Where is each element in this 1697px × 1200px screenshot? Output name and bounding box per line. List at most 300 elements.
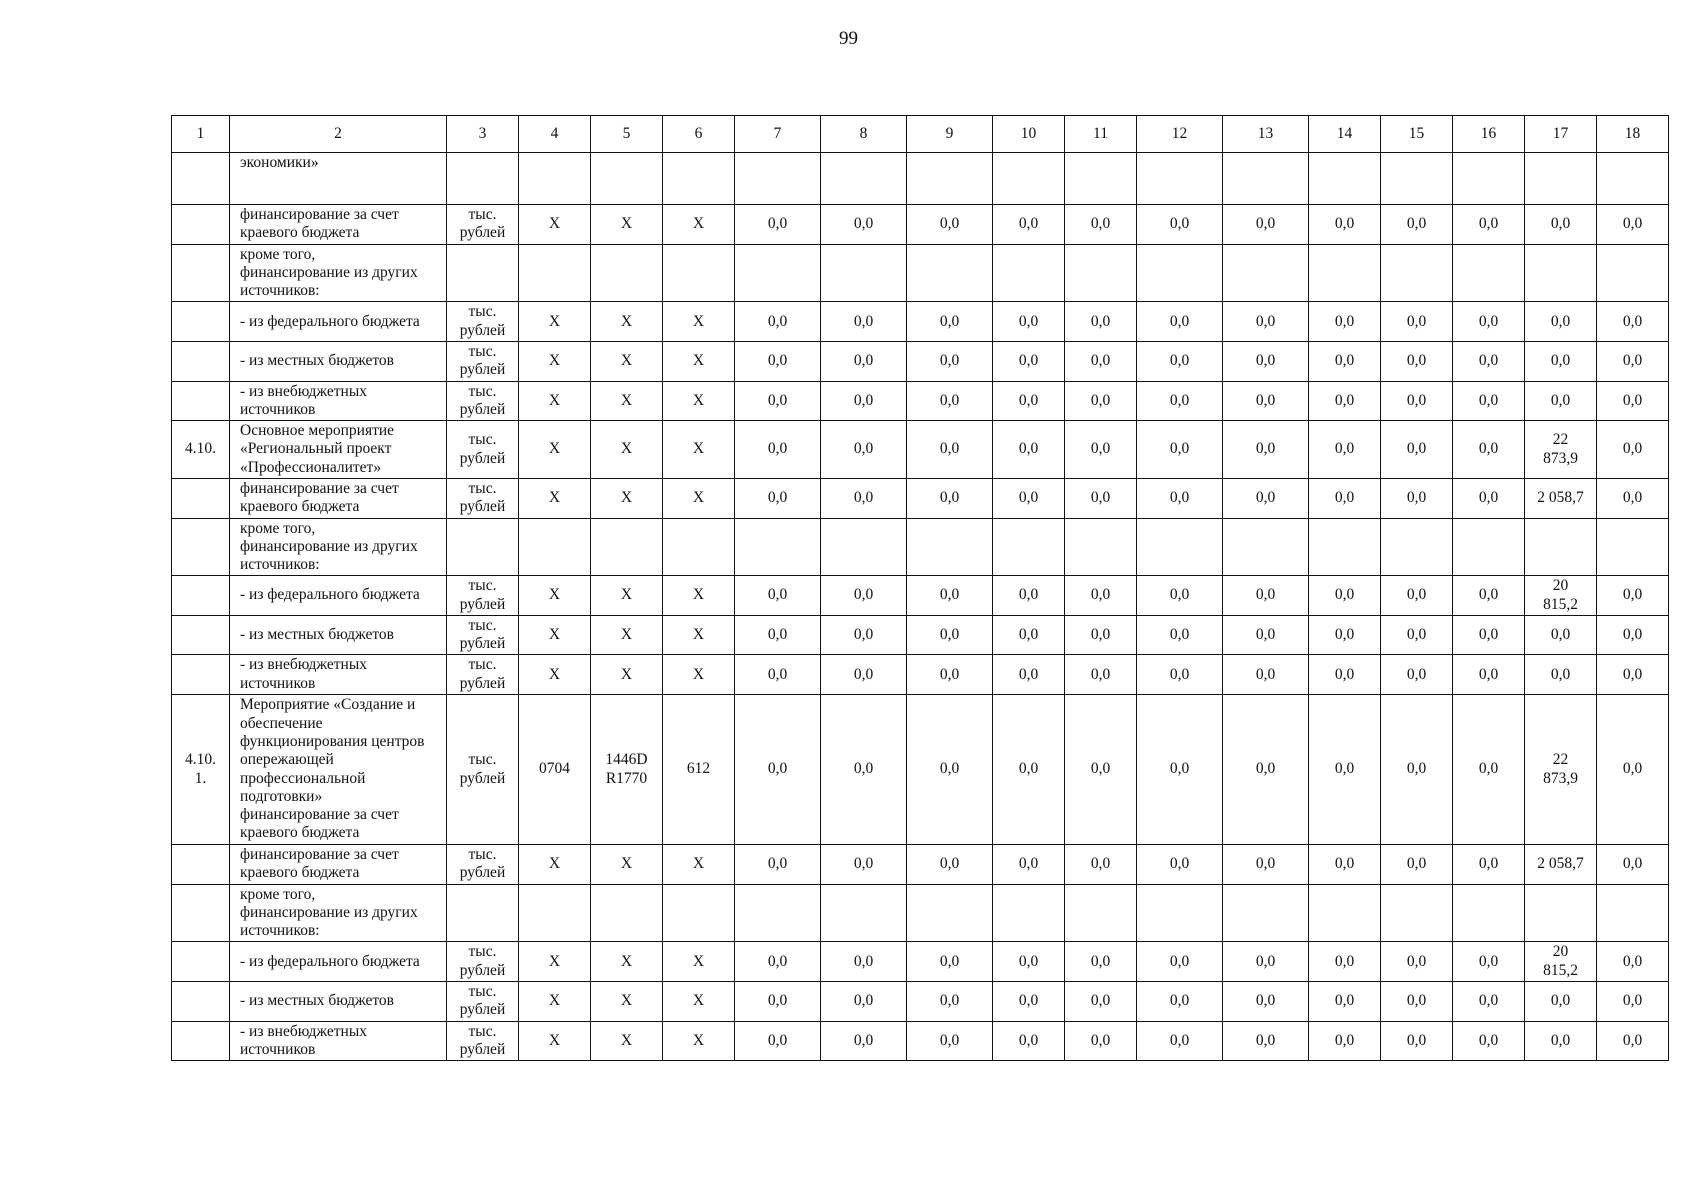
value-cell-col-10 — [993, 244, 1065, 302]
value-cell-col-12: 0,0 — [1137, 421, 1223, 479]
unit-cell — [447, 518, 519, 576]
row-number-cell — [172, 518, 230, 576]
value-cell-col-14: 0,0 — [1309, 695, 1381, 845]
value-cell-col-9: 0,0 — [907, 205, 993, 245]
row-number-cell — [172, 302, 230, 342]
value-cell-col-14: 0,0 — [1309, 942, 1381, 982]
value-cell-col-14: 0,0 — [1309, 982, 1381, 1022]
table-row — [172, 478, 1669, 518]
value-cell-col-4 — [519, 884, 591, 942]
value-cell-col-6: X — [663, 205, 735, 245]
value-cell-col-13: 0,0 — [1223, 341, 1309, 381]
value-cell-col-11: 0,0 — [1065, 421, 1137, 479]
value-cell-col-8 — [821, 518, 907, 576]
value-cell-col-15 — [1381, 884, 1453, 942]
value-cell-col-16: 0,0 — [1453, 478, 1525, 518]
column-header-6: 6 — [663, 116, 735, 153]
value-cell-col-18: 0,0 — [1597, 655, 1669, 695]
value-cell-col-15: 0,0 — [1381, 205, 1453, 245]
value-cell-col-13: 0,0 — [1223, 478, 1309, 518]
value-cell-col-13: 0,0 — [1223, 205, 1309, 245]
value-cell-col-5: X — [591, 421, 663, 479]
value-cell-col-6: X — [663, 655, 735, 695]
value-cell-col-6: X — [663, 1021, 735, 1061]
unit-cell: тыс. рублей — [447, 205, 519, 245]
table-row — [172, 244, 1669, 302]
value-cell-col-12: 0,0 — [1137, 1021, 1223, 1061]
value-cell-col-7: 0,0 — [735, 845, 821, 885]
value-cell-col-18: 0,0 — [1597, 341, 1669, 381]
value-cell-col-11 — [1065, 884, 1137, 942]
value-cell-col-5: X — [591, 381, 663, 421]
column-header-5: 5 — [591, 116, 663, 153]
value-cell-col-15 — [1381, 153, 1453, 205]
value-cell-col-17 — [1525, 153, 1597, 205]
value-cell-col-9: 0,0 — [907, 615, 993, 655]
value-cell-col-7: 0,0 — [735, 381, 821, 421]
value-cell-col-18 — [1597, 884, 1669, 942]
value-cell-col-4 — [519, 153, 591, 205]
value-cell-col-10: 0,0 — [993, 982, 1065, 1022]
value-cell-col-15: 0,0 — [1381, 341, 1453, 381]
unit-cell: тыс. рублей — [447, 655, 519, 695]
value-cell-col-14: 0,0 — [1309, 421, 1381, 479]
value-cell-col-18 — [1597, 153, 1669, 205]
table-row — [172, 845, 1669, 885]
value-cell-col-15: 0,0 — [1381, 421, 1453, 479]
value-cell-col-6: X — [663, 302, 735, 342]
table-row — [172, 982, 1669, 1022]
value-cell-col-10: 0,0 — [993, 381, 1065, 421]
value-cell-col-11: 0,0 — [1065, 576, 1137, 616]
value-cell-col-12 — [1137, 884, 1223, 942]
value-cell-col-9: 0,0 — [907, 942, 993, 982]
value-cell-col-7: 0,0 — [735, 302, 821, 342]
unit-cell: тыс. рублей — [447, 982, 519, 1022]
value-cell-col-17: 22 873,9 — [1525, 695, 1597, 845]
value-cell-col-17 — [1525, 518, 1597, 576]
value-cell-col-16 — [1453, 244, 1525, 302]
value-cell-col-14 — [1309, 153, 1381, 205]
value-cell-col-5: X — [591, 942, 663, 982]
value-cell-col-9 — [907, 244, 993, 302]
unit-cell: тыс. рублей — [447, 845, 519, 885]
value-cell-col-17: 20 815,2 — [1525, 576, 1597, 616]
value-cell-col-5: X — [591, 982, 663, 1022]
item-name-cell: кроме того, финансирование из других источников: — [230, 518, 447, 576]
column-header-16: 16 — [1453, 116, 1525, 153]
value-cell-col-4 — [519, 244, 591, 302]
value-cell-col-18: 0,0 — [1597, 302, 1669, 342]
value-cell-col-17: 0,0 — [1525, 1021, 1597, 1061]
value-cell-col-6 — [663, 153, 735, 205]
row-number-cell — [172, 655, 230, 695]
value-cell-col-12: 0,0 — [1137, 302, 1223, 342]
row-number-cell — [172, 205, 230, 245]
value-cell-col-9: 0,0 — [907, 381, 993, 421]
value-cell-col-11: 0,0 — [1065, 942, 1137, 982]
value-cell-col-12 — [1137, 244, 1223, 302]
column-header-14: 14 — [1309, 116, 1381, 153]
value-cell-col-15: 0,0 — [1381, 381, 1453, 421]
value-cell-col-13: 0,0 — [1223, 421, 1309, 479]
value-cell-col-16: 0,0 — [1453, 381, 1525, 421]
value-cell-col-4: X — [519, 205, 591, 245]
item-name-cell: - из местных бюджетов — [230, 615, 447, 655]
value-cell-col-11 — [1065, 518, 1137, 576]
value-cell-col-18: 0,0 — [1597, 421, 1669, 479]
value-cell-col-15: 0,0 — [1381, 655, 1453, 695]
value-cell-col-13 — [1223, 518, 1309, 576]
value-cell-col-10: 0,0 — [993, 1021, 1065, 1061]
value-cell-col-11 — [1065, 244, 1137, 302]
table-row — [172, 884, 1669, 942]
value-cell-col-15: 0,0 — [1381, 576, 1453, 616]
row-number-cell — [172, 615, 230, 655]
value-cell-col-9: 0,0 — [907, 478, 993, 518]
value-cell-col-12: 0,0 — [1137, 205, 1223, 245]
table-header — [172, 116, 1669, 153]
value-cell-col-9: 0,0 — [907, 655, 993, 695]
value-cell-col-13 — [1223, 884, 1309, 942]
column-header-2: 2 — [230, 116, 447, 153]
value-cell-col-16: 0,0 — [1453, 942, 1525, 982]
value-cell-col-13: 0,0 — [1223, 655, 1309, 695]
value-cell-col-7: 0,0 — [735, 615, 821, 655]
table-row — [172, 421, 1669, 479]
value-cell-col-4: X — [519, 302, 591, 342]
value-cell-col-4: X — [519, 942, 591, 982]
value-cell-col-18: 0,0 — [1597, 615, 1669, 655]
value-cell-col-10: 0,0 — [993, 942, 1065, 982]
row-number-cell — [172, 381, 230, 421]
table-row — [172, 615, 1669, 655]
value-cell-col-5: X — [591, 1021, 663, 1061]
value-cell-col-16: 0,0 — [1453, 1021, 1525, 1061]
value-cell-col-17: 0,0 — [1525, 302, 1597, 342]
value-cell-col-7: 0,0 — [735, 695, 821, 845]
value-cell-col-7: 0,0 — [735, 341, 821, 381]
value-cell-col-16: 0,0 — [1453, 302, 1525, 342]
value-cell-col-9 — [907, 518, 993, 576]
value-cell-col-4: X — [519, 341, 591, 381]
value-cell-col-15: 0,0 — [1381, 942, 1453, 982]
value-cell-col-7 — [735, 244, 821, 302]
value-cell-col-10: 0,0 — [993, 341, 1065, 381]
value-cell-col-7: 0,0 — [735, 576, 821, 616]
value-cell-col-12: 0,0 — [1137, 695, 1223, 845]
value-cell-col-6: X — [663, 615, 735, 655]
item-name-cell: кроме того, финансирование из других источников: — [230, 244, 447, 302]
value-cell-col-6 — [663, 518, 735, 576]
value-cell-col-9 — [907, 153, 993, 205]
value-cell-col-13: 0,0 — [1223, 576, 1309, 616]
value-cell-col-14: 0,0 — [1309, 205, 1381, 245]
row-number-cell — [172, 244, 230, 302]
value-cell-col-14: 0,0 — [1309, 615, 1381, 655]
column-header-17: 17 — [1525, 116, 1597, 153]
item-name-cell: финансирование за счет краевого бюджета — [230, 205, 447, 245]
value-cell-col-15: 0,0 — [1381, 1021, 1453, 1061]
value-cell-col-12: 0,0 — [1137, 341, 1223, 381]
value-cell-col-7 — [735, 518, 821, 576]
value-cell-col-15: 0,0 — [1381, 478, 1453, 518]
value-cell-col-4: X — [519, 1021, 591, 1061]
value-cell-col-15: 0,0 — [1381, 615, 1453, 655]
value-cell-col-15 — [1381, 518, 1453, 576]
value-cell-col-11: 0,0 — [1065, 381, 1137, 421]
value-cell-col-8: 0,0 — [821, 421, 907, 479]
value-cell-col-17: 2 058,7 — [1525, 478, 1597, 518]
unit-cell: тыс. рублей — [447, 1021, 519, 1061]
value-cell-col-5: 1446D R1770 — [591, 695, 663, 845]
value-cell-col-7: 0,0 — [735, 1021, 821, 1061]
value-cell-col-9: 0,0 — [907, 421, 993, 479]
column-header-13: 13 — [1223, 116, 1309, 153]
value-cell-col-17: 0,0 — [1525, 655, 1597, 695]
value-cell-col-12: 0,0 — [1137, 982, 1223, 1022]
value-cell-col-5: X — [591, 205, 663, 245]
item-name-cell: - из федерального бюджета — [230, 302, 447, 342]
value-cell-col-8: 0,0 — [821, 205, 907, 245]
value-cell-col-11: 0,0 — [1065, 478, 1137, 518]
value-cell-col-17: 20 815,2 — [1525, 942, 1597, 982]
item-name-cell: - из местных бюджетов — [230, 982, 447, 1022]
value-cell-col-7: 0,0 — [735, 942, 821, 982]
value-cell-col-6: X — [663, 982, 735, 1022]
value-cell-col-8: 0,0 — [821, 381, 907, 421]
unit-cell: тыс. рублей — [447, 478, 519, 518]
unit-cell: тыс. рублей — [447, 695, 519, 845]
value-cell-col-4: X — [519, 381, 591, 421]
value-cell-col-14: 0,0 — [1309, 381, 1381, 421]
value-cell-col-8 — [821, 884, 907, 942]
value-cell-col-8: 0,0 — [821, 845, 907, 885]
value-cell-col-8: 0,0 — [821, 615, 907, 655]
value-cell-col-17 — [1525, 244, 1597, 302]
value-cell-col-8: 0,0 — [821, 982, 907, 1022]
table-row — [172, 576, 1669, 616]
value-cell-col-4 — [519, 518, 591, 576]
unit-cell: тыс. рублей — [447, 576, 519, 616]
value-cell-col-4: X — [519, 615, 591, 655]
value-cell-col-10: 0,0 — [993, 655, 1065, 695]
value-cell-col-17 — [1525, 884, 1597, 942]
value-cell-col-11: 0,0 — [1065, 341, 1137, 381]
value-cell-col-9: 0,0 — [907, 982, 993, 1022]
table-row — [172, 205, 1669, 245]
table-row — [172, 518, 1669, 576]
item-name-cell: экономики» — [230, 153, 447, 205]
value-cell-col-4: X — [519, 576, 591, 616]
value-cell-col-12: 0,0 — [1137, 576, 1223, 616]
value-cell-col-16: 0,0 — [1453, 982, 1525, 1022]
value-cell-col-7: 0,0 — [735, 478, 821, 518]
value-cell-col-5: X — [591, 845, 663, 885]
value-cell-col-10: 0,0 — [993, 421, 1065, 479]
value-cell-col-14: 0,0 — [1309, 576, 1381, 616]
row-number-cell — [172, 153, 230, 205]
value-cell-col-9: 0,0 — [907, 302, 993, 342]
page-number: 99 — [839, 28, 858, 49]
value-cell-col-18: 0,0 — [1597, 478, 1669, 518]
value-cell-col-6: X — [663, 421, 735, 479]
table-row — [172, 381, 1669, 421]
table-row — [172, 153, 1669, 205]
item-name-cell: финансирование за счет краевого бюджета — [230, 845, 447, 885]
value-cell-col-16: 0,0 — [1453, 615, 1525, 655]
column-header-11: 11 — [1065, 116, 1137, 153]
value-cell-col-5: X — [591, 341, 663, 381]
value-cell-col-10: 0,0 — [993, 302, 1065, 342]
value-cell-col-10 — [993, 153, 1065, 205]
value-cell-col-8: 0,0 — [821, 655, 907, 695]
value-cell-col-11 — [1065, 153, 1137, 205]
row-number-cell: 4.10. 1. — [172, 695, 230, 845]
value-cell-col-6 — [663, 884, 735, 942]
value-cell-col-16: 0,0 — [1453, 695, 1525, 845]
value-cell-col-11: 0,0 — [1065, 302, 1137, 342]
value-cell-col-11: 0,0 — [1065, 1021, 1137, 1061]
value-cell-col-5 — [591, 153, 663, 205]
table-row — [172, 1021, 1669, 1061]
value-cell-col-6 — [663, 244, 735, 302]
value-cell-col-13: 0,0 — [1223, 695, 1309, 845]
value-cell-col-16: 0,0 — [1453, 655, 1525, 695]
item-name-cell: - из федерального бюджета — [230, 576, 447, 616]
value-cell-col-13 — [1223, 153, 1309, 205]
value-cell-col-9: 0,0 — [907, 341, 993, 381]
value-cell-col-5: X — [591, 615, 663, 655]
value-cell-col-13: 0,0 — [1223, 302, 1309, 342]
value-cell-col-8: 0,0 — [821, 942, 907, 982]
value-cell-col-5 — [591, 244, 663, 302]
value-cell-col-17: 0,0 — [1525, 615, 1597, 655]
item-name-cell: - из внебюджетных источников — [230, 381, 447, 421]
column-header-15: 15 — [1381, 116, 1453, 153]
value-cell-col-6: X — [663, 381, 735, 421]
value-cell-col-5: X — [591, 655, 663, 695]
value-cell-col-16: 0,0 — [1453, 421, 1525, 479]
value-cell-col-4: X — [519, 478, 591, 518]
value-cell-col-7: 0,0 — [735, 655, 821, 695]
value-cell-col-18 — [1597, 518, 1669, 576]
value-cell-col-15: 0,0 — [1381, 845, 1453, 885]
value-cell-col-8 — [821, 153, 907, 205]
value-cell-col-13: 0,0 — [1223, 982, 1309, 1022]
item-name-cell: кроме того, финансирование из других источников: — [230, 884, 447, 942]
row-number-cell — [172, 576, 230, 616]
value-cell-col-14: 0,0 — [1309, 341, 1381, 381]
value-cell-col-9: 0,0 — [907, 845, 993, 885]
column-header-1: 1 — [172, 116, 230, 153]
value-cell-col-12: 0,0 — [1137, 942, 1223, 982]
value-cell-col-12 — [1137, 518, 1223, 576]
value-cell-col-9: 0,0 — [907, 695, 993, 845]
value-cell-col-13 — [1223, 244, 1309, 302]
value-cell-col-16: 0,0 — [1453, 341, 1525, 381]
value-cell-col-17: 0,0 — [1525, 381, 1597, 421]
unit-cell: тыс. рублей — [447, 615, 519, 655]
row-number-cell — [172, 884, 230, 942]
table-row — [172, 942, 1669, 982]
value-cell-col-5: X — [591, 302, 663, 342]
unit-cell: тыс. рублей — [447, 341, 519, 381]
value-cell-col-7: 0,0 — [735, 421, 821, 479]
value-cell-col-8 — [821, 244, 907, 302]
unit-cell: тыс. рублей — [447, 421, 519, 479]
value-cell-col-10: 0,0 — [993, 615, 1065, 655]
value-cell-col-8: 0,0 — [821, 341, 907, 381]
unit-cell: тыс. рублей — [447, 302, 519, 342]
column-header-8: 8 — [821, 116, 907, 153]
value-cell-col-6: 612 — [663, 695, 735, 845]
value-cell-col-10: 0,0 — [993, 478, 1065, 518]
value-cell-col-11: 0,0 — [1065, 615, 1137, 655]
value-cell-col-5: X — [591, 576, 663, 616]
value-cell-col-4: 0704 — [519, 695, 591, 845]
value-cell-col-17: 2 058,7 — [1525, 845, 1597, 885]
value-cell-col-11: 0,0 — [1065, 655, 1137, 695]
value-cell-col-13: 0,0 — [1223, 942, 1309, 982]
value-cell-col-6: X — [663, 576, 735, 616]
row-number-cell — [172, 478, 230, 518]
value-cell-col-14: 0,0 — [1309, 655, 1381, 695]
value-cell-col-16 — [1453, 884, 1525, 942]
value-cell-col-18 — [1597, 244, 1669, 302]
value-cell-col-12: 0,0 — [1137, 478, 1223, 518]
column-header-18: 18 — [1597, 116, 1669, 153]
item-name-cell: - из федерального бюджета — [230, 942, 447, 982]
table-row — [172, 695, 1669, 845]
value-cell-col-4: X — [519, 982, 591, 1022]
unit-cell — [447, 153, 519, 205]
table-body — [172, 153, 1669, 1061]
value-cell-col-18: 0,0 — [1597, 1021, 1669, 1061]
value-cell-col-12: 0,0 — [1137, 655, 1223, 695]
value-cell-col-8: 0,0 — [821, 695, 907, 845]
value-cell-col-7 — [735, 884, 821, 942]
value-cell-col-8: 0,0 — [821, 576, 907, 616]
column-header-10: 10 — [993, 116, 1065, 153]
table-row — [172, 655, 1669, 695]
value-cell-col-14 — [1309, 244, 1381, 302]
value-cell-col-18: 0,0 — [1597, 982, 1669, 1022]
value-cell-col-11: 0,0 — [1065, 205, 1137, 245]
value-cell-col-17: 22 873,9 — [1525, 421, 1597, 479]
row-number-cell — [172, 942, 230, 982]
value-cell-col-10: 0,0 — [993, 205, 1065, 245]
value-cell-col-12 — [1137, 153, 1223, 205]
value-cell-col-18: 0,0 — [1597, 845, 1669, 885]
value-cell-col-18: 0,0 — [1597, 576, 1669, 616]
unit-cell: тыс. рублей — [447, 381, 519, 421]
row-number-cell — [172, 1021, 230, 1061]
value-cell-col-5 — [591, 518, 663, 576]
value-cell-col-10: 0,0 — [993, 576, 1065, 616]
value-cell-col-14: 0,0 — [1309, 845, 1381, 885]
value-cell-col-10 — [993, 884, 1065, 942]
value-cell-col-17: 0,0 — [1525, 205, 1597, 245]
value-cell-col-16: 0,0 — [1453, 205, 1525, 245]
value-cell-col-7: 0,0 — [735, 205, 821, 245]
value-cell-col-13: 0,0 — [1223, 381, 1309, 421]
value-cell-col-9: 0,0 — [907, 1021, 993, 1061]
unit-cell — [447, 244, 519, 302]
value-cell-col-4: X — [519, 655, 591, 695]
value-cell-col-17: 0,0 — [1525, 341, 1597, 381]
table-row — [172, 302, 1669, 342]
